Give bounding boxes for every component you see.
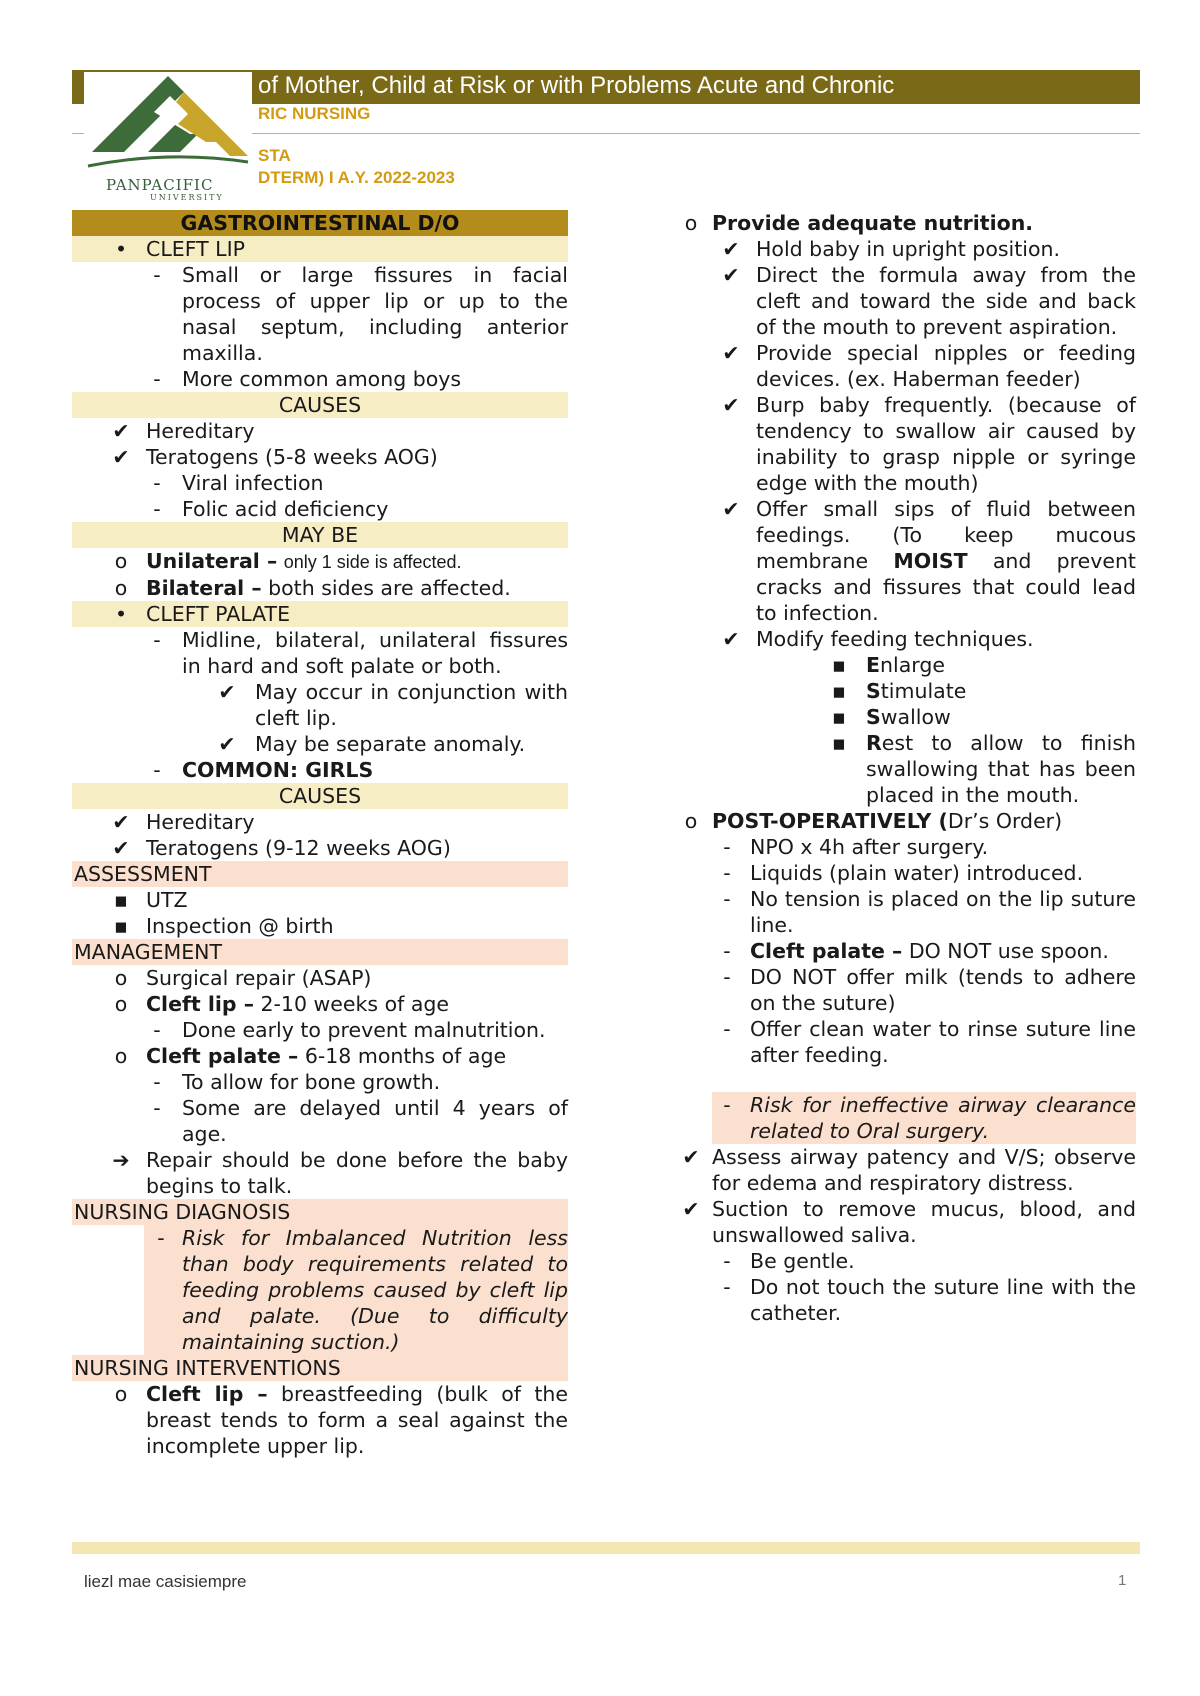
list-item: - Folic acid deficiency	[153, 497, 389, 521]
list-item: ▪ Swallow	[676, 704, 1136, 730]
bullet-icon: •	[114, 602, 128, 626]
check-icon: ✔	[722, 237, 740, 261]
list-item: o Cleft palate – 6-18 months of age	[114, 1044, 507, 1068]
list-item: ✔ Offer small sips of fluid between feedings. (To keep mucous membrane MOIST and prevent cracks and fissures that could lead to infection.	[676, 496, 1136, 626]
check-icon: ✔	[218, 680, 236, 704]
check-icon: ✔	[112, 836, 130, 860]
section-nursing-diagnosis: NURSING DIAGNOSIS	[72, 1199, 568, 1225]
arrow-right-icon: ➔	[112, 1148, 130, 1172]
logo-mountain-icon	[84, 72, 252, 182]
page-number: 1	[1118, 1572, 1127, 1589]
list-item: - Do not touch the suture line with the catheter.	[723, 1275, 1136, 1325]
right-column	[676, 210, 1136, 1326]
list-item: ✔ Teratogens (5-8 weeks AOG)	[72, 444, 568, 470]
list-item: - Done early to prevent malnutrition.	[153, 1018, 546, 1042]
logo-text: PANPACIFIC	[106, 176, 214, 194]
list-item: - Some are delayed until 4 years of age.	[153, 1096, 568, 1146]
section-may-be: MAY BE	[72, 522, 568, 548]
document-title: of Mother, Child at Risk or with Problems Acute and Chronic	[258, 72, 895, 99]
list-item: - Offer clean water to rinse suture line after feeding.	[723, 1017, 1136, 1067]
list-item: ✔ May occur in conjunction with cleft lip.	[72, 679, 568, 731]
list-item: ▪ Inspection @ birth	[72, 913, 568, 939]
list-item: ✔ Direct the formula away from the cleft and toward the side and back of the mouth to prevent aspiration.	[676, 262, 1136, 340]
square-bullet-icon: ▪	[832, 705, 846, 729]
list-item: - Liquids (plain water) introduced.	[723, 861, 1084, 885]
square-bullet-icon: ▪	[832, 679, 846, 703]
check-icon: ✔	[722, 627, 740, 651]
document-subtitle: RIC NURSING	[258, 104, 371, 123]
list-item: - Viral infection	[153, 471, 324, 495]
logo-subtext: UNIVERSITY	[150, 193, 224, 202]
list-item: o Surgical repair (ASAP)	[114, 966, 372, 990]
instructor-line: STA	[258, 146, 291, 165]
square-bullet-icon: ▪	[832, 731, 846, 755]
check-icon: ✔	[682, 1145, 700, 1169]
list-item: ▪ Enlarge	[676, 652, 1136, 678]
topic-cleft-lip: • CLEFT LIP	[72, 236, 568, 262]
list-item: o Unilateral – only 1 side is affected.	[114, 549, 462, 573]
bullet-icon: •	[114, 237, 128, 261]
left-column	[72, 210, 568, 1459]
check-icon: ✔	[722, 393, 740, 417]
list-item: - DO NOT offer milk (tends to adhere on the suture)	[723, 965, 1136, 1015]
footer-bar	[72, 1542, 1140, 1554]
list-item: o Provide adequate nutrition.	[684, 211, 1034, 235]
list-item: ➔ Repair should be done before the baby begins to talk.	[72, 1147, 568, 1199]
list-item: ✔ Provide special nipples or feeding devices. (ex. Haberman feeder)	[676, 340, 1136, 392]
list-item: ✔ Suction to remove mucus, blood, and unswallowed saliva.	[676, 1196, 1136, 1248]
list-item: ✔ Hereditary	[72, 809, 568, 835]
check-icon: ✔	[112, 419, 130, 443]
list-item: - Be gentle.	[723, 1249, 855, 1273]
list-item: ✔ Burp baby frequently. (because of tendency to swallow air caused by inability to grasp nipple or syringe edge with the mouth)	[676, 392, 1136, 496]
section-assessment: ASSESSMENT	[72, 861, 568, 887]
list-item: - No tension is placed on the lip suture line.	[723, 887, 1136, 937]
check-icon: ✔	[722, 497, 740, 521]
footer-author: liezl mae casisiempre	[84, 1572, 247, 1591]
diagnosis-item: - Risk for Imbalanced Nutrition less than body requirements related to feeding problems caused by cleft lip and palate. (Due to difficulty maintaining suction.)	[72, 1225, 568, 1355]
list-item: - Cleft palate – DO NOT use spoon.	[723, 939, 1109, 963]
section-nursing-interventions: NURSING INTERVENTIONS	[72, 1355, 568, 1381]
square-bullet-icon: ▪	[114, 888, 128, 912]
section-causes: CAUSES	[72, 392, 568, 418]
list-item: ▪ UTZ	[72, 887, 568, 913]
list-item: - Midline, bilateral, unilateral fissures in hard and soft palate or both.	[153, 628, 568, 678]
topic-cleft-palate: • CLEFT PALATE	[72, 601, 568, 627]
list-item: ▪ Rest to allow to finish swallowing that has been placed in the mouth.	[676, 730, 1136, 808]
list-item: - Small or large fissures in facial process of upper lip or up to the nasal septum, including anterior maxilla.	[153, 263, 568, 365]
section-management: MANAGEMENT	[72, 939, 568, 965]
list-item: ✔ May be separate anomaly.	[72, 731, 568, 757]
list-item: ✔ Modify feeding techniques.	[676, 626, 1136, 652]
university-logo	[84, 72, 252, 204]
diagnosis-item: - Risk for ineffective airway clearance related to Oral surgery.	[676, 1092, 1136, 1144]
square-bullet-icon: ▪	[832, 653, 846, 677]
list-item: - To allow for bone growth.	[153, 1070, 441, 1094]
list-item: o Cleft lip – 2-10 weeks of age	[114, 992, 450, 1016]
list-item: ✔ Hold baby in upright position.	[676, 236, 1136, 262]
list-item: - More common among boys	[153, 367, 462, 391]
list-item: ✔ Teratogens (9-12 weeks AOG)	[72, 835, 568, 861]
section-causes: CAUSES	[72, 783, 568, 809]
term-line: DTERM) I A.Y. 2022-2023	[258, 168, 455, 187]
check-icon: ✔	[682, 1197, 700, 1221]
list-item: o Bilateral – both sides are affected.	[114, 576, 511, 600]
check-icon: ✔	[218, 732, 236, 756]
square-bullet-icon: ▪	[114, 914, 128, 938]
list-item: o POST-OPERATIVELY (Dr’s Order)	[684, 809, 1063, 833]
check-icon: ✔	[112, 810, 130, 834]
check-icon: ✔	[722, 341, 740, 365]
list-item: - COMMON: GIRLS	[153, 758, 374, 782]
check-icon: ✔	[722, 263, 740, 287]
list-item: - NPO x 4h after surgery.	[723, 835, 989, 859]
check-icon: ✔	[112, 445, 130, 469]
list-item: ✔ Assess airway patency and V/S; observe for edema and respiratory distress.	[676, 1144, 1136, 1196]
section-gastro: GASTROINTESTINAL D/O	[72, 210, 568, 236]
list-item: ▪ Stimulate	[676, 678, 1136, 704]
list-item: o Cleft lip – breastfeeding (bulk of the breast tends to form a seal against the incomplete upper lip.	[114, 1382, 568, 1458]
list-item: ✔ Hereditary	[72, 418, 568, 444]
